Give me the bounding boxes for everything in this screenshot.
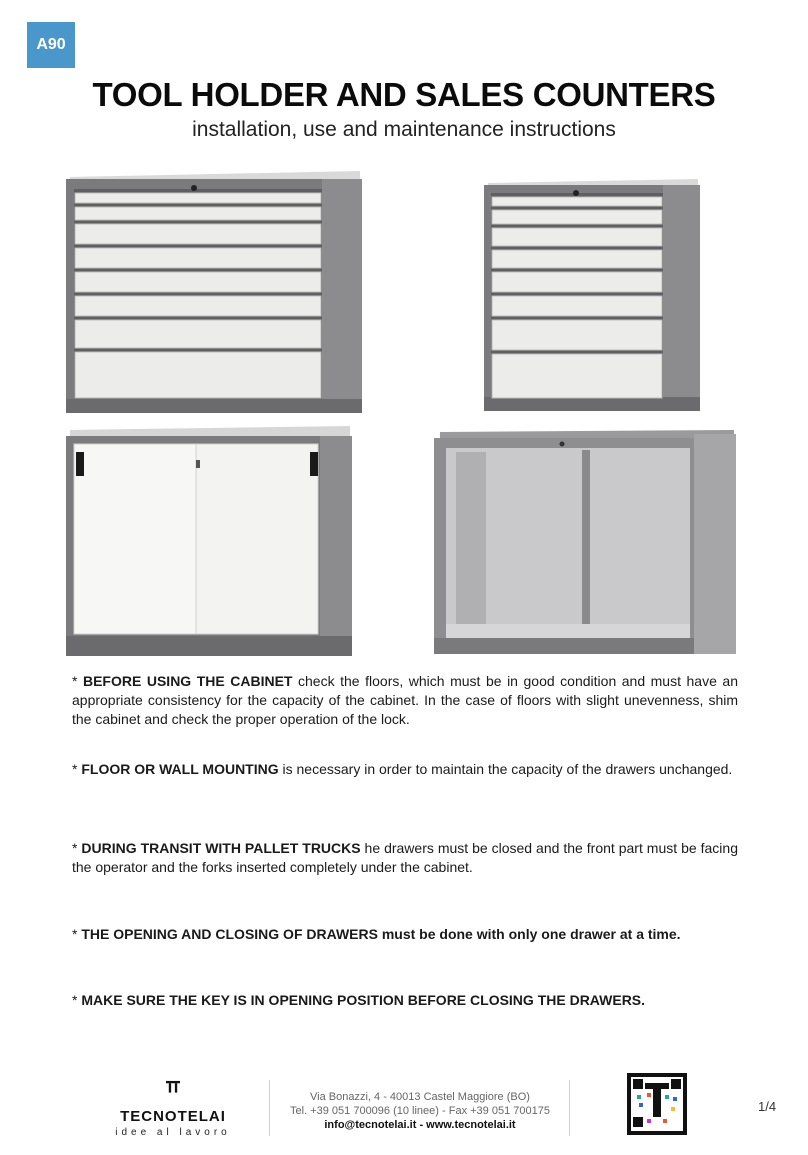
company-contact[interactable]: info@tecnotelai.it - www.tecnotelai.it (324, 1119, 516, 1131)
instruction-item: * MAKE SURE THE KEY IS IN OPENING POSITION BEFORE CLOSING THE DRAWERS. (72, 992, 646, 1008)
footer-divider (269, 1080, 270, 1136)
tecnotelai-logo-mark (112, 1080, 234, 1108)
drawer-cabinet-small-image (484, 175, 702, 411)
company-address: Via Bonazzi, 4 - 40013 Castel Maggiore (BO) (310, 1091, 530, 1103)
section-badge: A90 (27, 22, 75, 68)
drawer-cabinet-large-image (66, 167, 364, 413)
footer-divider (569, 1080, 570, 1136)
company-phone: Tel. +39 051 700096 (10 linee) - Fax +39 051 700175 (290, 1105, 550, 1117)
brand-tagline: idee al lavoro (115, 1127, 231, 1138)
open-frame-cabinet-image (434, 428, 738, 660)
instruction-item: * THE OPENING AND CLOSING OF DRAWERS must be done with only one drawer at a time. (72, 926, 681, 942)
brand-name: TECNOTELAI (120, 1108, 226, 1125)
sliding-door-cabinet-image (66, 424, 354, 656)
page-subtitle: installation, use and maintenance instructions (192, 118, 616, 141)
page-number: 1/4 (758, 1099, 777, 1114)
instruction-item: * FLOOR OR WALL MOUNTING is necessary in order to maintain the capacity of the drawers unchanged. (72, 761, 733, 777)
instruction-item: * DURING TRANSIT WITH PALLET TRUCKS he drawers must be closed and the front part must be facing the operator and the forks inserted completely under the cabinet. (72, 840, 738, 875)
page-title: TOOL HOLDER AND SALES COUNTERS (92, 76, 716, 113)
qr-code-icon (627, 1073, 687, 1135)
instruction-item: * BEFORE USING THE CABINET check the floors, which must be in good condition and must have an appropriate consistency for the capacity of the cabinet. In the case of floors with slight unevenness, shim the cabinet and check the proper operation of the lock. (72, 673, 738, 727)
